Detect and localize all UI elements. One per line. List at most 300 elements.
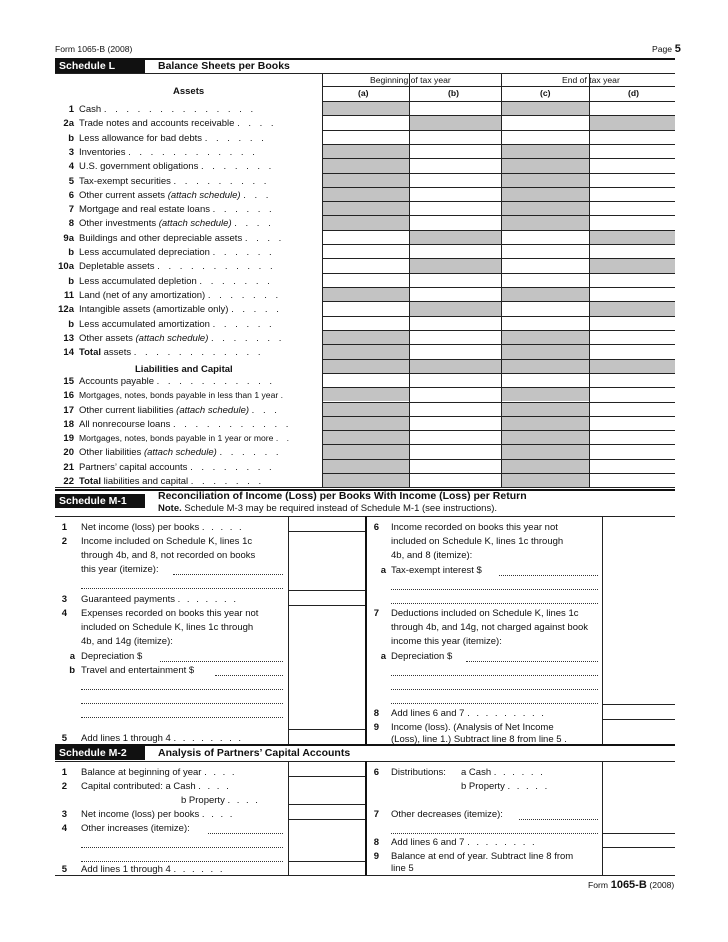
- amount-cell[interactable]: [502, 116, 588, 128]
- shaded-cell: [322, 387, 409, 401]
- amount-cell[interactable]: [502, 274, 588, 286]
- line-number: 2a: [63, 118, 74, 130]
- shaded-cell: [501, 402, 589, 416]
- schedule-l-line-label: Other current assets (attach schedule) . . .: [79, 189, 272, 201]
- shaded-cell: [501, 330, 589, 344]
- line-number: 17: [63, 404, 74, 416]
- assets-heading: Assets: [173, 86, 205, 97]
- amount-cell[interactable]: [410, 159, 500, 171]
- shaded-cell: [322, 359, 409, 373]
- rule: [322, 144, 675, 145]
- amount-cell[interactable]: [590, 245, 674, 257]
- line-number: 9a: [63, 232, 74, 244]
- shaded-cell: [322, 201, 409, 215]
- line-number: 2: [61, 536, 67, 547]
- m1-line4a-label: Depreciation $: [81, 651, 143, 662]
- m1-line5-label: Add lines 1 through 4 . . . . . . . .: [81, 733, 244, 744]
- line-letter: a: [69, 651, 75, 662]
- schedule-l-line-label: Trade notes and accounts receivable . . . .: [79, 118, 277, 130]
- schedule-l-line-label: Tax-exempt securities . . . . . . . . .: [79, 175, 270, 187]
- line-number: 5: [61, 864, 67, 875]
- shaded-cell: [322, 416, 409, 430]
- line-number: b: [68, 132, 74, 144]
- m2-line6b-label: b Property . . . . .: [461, 781, 550, 792]
- line-number: 7: [68, 204, 74, 216]
- amount-cell[interactable]: [590, 274, 674, 286]
- line-letter: b: [69, 665, 75, 676]
- m2-line9-label: Balance at end of year. Subtract line 8 from: [391, 851, 574, 862]
- m1-depreciation-right-field[interactable]: [466, 661, 598, 662]
- m1-itemize-field[interactable]: [391, 589, 598, 590]
- amount-cell[interactable]: [590, 202, 674, 214]
- m1-line7a-label: Depreciation $: [391, 651, 453, 662]
- amount-cell[interactable]: [323, 231, 408, 243]
- amount-cell[interactable]: [410, 174, 500, 186]
- m1-line6-label-cont: included on Schedule K, lines 1c through: [391, 536, 564, 547]
- schedule-l-line-label: Mortgages, notes, bonds payable in 1 year or more . .: [79, 433, 292, 444]
- m2-line5-amount[interactable]: [289, 862, 364, 874]
- rule: [589, 73, 590, 487]
- m2-line2b-label: b Property . . . .: [181, 795, 260, 806]
- shaded-cell: [589, 301, 675, 315]
- shaded-cell: [409, 301, 501, 315]
- amount-cell[interactable]: [410, 216, 500, 228]
- m1-line7-label: Deductions included on Schedule K, lines 1c: [391, 608, 579, 619]
- shaded-cell: [501, 430, 589, 444]
- col-c-header: (c): [540, 88, 551, 98]
- amount-cell[interactable]: [323, 131, 408, 143]
- m1-line6-7-amount[interactable]: [603, 517, 675, 703]
- shaded-cell: [409, 258, 501, 272]
- m1-line4-label: Expenses recorded on books this year not: [81, 608, 259, 619]
- m2-line4-amount[interactable]: [289, 820, 364, 860]
- m1-line4b-label: Travel and entertainment $: [81, 665, 195, 676]
- schedule-l-line-label: Other investments (attach schedule) . . . .: [79, 218, 274, 230]
- rule: [322, 230, 675, 231]
- line-number: 2: [61, 781, 67, 792]
- footer-form-id: Form 1065-B (2008): [588, 879, 675, 891]
- schedule-l-line-label: Buildings and other depreciable assets . . . .: [79, 232, 285, 244]
- line-number: b: [68, 318, 74, 330]
- line-number: 13: [63, 332, 74, 344]
- amount-cell[interactable]: [590, 317, 674, 329]
- line-number: 6: [373, 767, 379, 778]
- rule: [322, 215, 675, 216]
- m1-line4-amount[interactable]: [289, 606, 364, 728]
- amount-cell[interactable]: [590, 431, 674, 443]
- m2-line6-label: Distributions:: [391, 767, 446, 778]
- m1-line2-label-cont: through 4b, and 8, not recorded on books: [81, 550, 256, 561]
- m2-line3-amount[interactable]: [289, 805, 364, 818]
- amount-cell[interactable]: [323, 317, 408, 329]
- shaded-cell: [501, 101, 589, 115]
- m1-line5-amount[interactable]: [289, 730, 364, 743]
- line-number: 12a: [58, 304, 74, 316]
- rule: [322, 73, 323, 487]
- shaded-cell: [501, 215, 589, 229]
- amount-cell[interactable]: [410, 460, 500, 472]
- m2-line5-label: Add lines 1 through 4 . . . . . .: [81, 864, 225, 875]
- m2-line6a-label: a Cash . . . . . .: [461, 767, 545, 778]
- amount-cell[interactable]: [502, 374, 588, 386]
- schedule-l-line-label: Less accumulated depletion . . . . . . .: [79, 275, 273, 287]
- m1-line2-label: Income included on Schedule K, lines 1c: [81, 536, 253, 547]
- schedule-l-line-label: Mortgages, notes, bonds payable in less than 1 year .: [79, 390, 286, 401]
- shaded-cell: [501, 287, 589, 301]
- amount-cell[interactable]: [410, 317, 500, 329]
- amount-cell[interactable]: [502, 317, 588, 329]
- rule: [322, 444, 675, 445]
- schedule-l-line-label: Depletable assets . . . . . . . . . . .: [79, 261, 276, 273]
- rule: [55, 73, 675, 74]
- amount-cell[interactable]: [590, 216, 674, 228]
- m1-itemize-field[interactable]: [391, 675, 598, 676]
- line-number: 3: [61, 594, 67, 605]
- amount-cell[interactable]: [590, 445, 674, 457]
- amount-cell[interactable]: [502, 259, 588, 271]
- m2-line8-amount[interactable]: [603, 834, 675, 846]
- amount-cell[interactable]: [410, 145, 500, 157]
- shaded-cell: [501, 387, 589, 401]
- shaded-cell: [322, 215, 409, 229]
- shaded-cell: [501, 158, 589, 172]
- line-number: 4: [61, 608, 67, 619]
- rule: [322, 258, 675, 259]
- schedule-m1-badge: Schedule M-1: [55, 494, 145, 508]
- line-number: 16: [63, 390, 74, 402]
- line-number: 4: [61, 823, 67, 834]
- amount-cell[interactable]: [590, 102, 674, 114]
- amount-cell[interactable]: [410, 202, 500, 214]
- end-of-year-label: End of tax year: [562, 75, 620, 85]
- line-number: 20: [63, 447, 74, 459]
- line-number: 15: [63, 375, 74, 387]
- m1-line1-amount[interactable]: [289, 517, 364, 530]
- amount-cell[interactable]: [590, 331, 674, 343]
- amount-cell[interactable]: [410, 445, 500, 457]
- schedule-l-line-label: Land (net of any amortization) . . . . . . .: [79, 290, 282, 302]
- amount-cell[interactable]: [590, 159, 674, 171]
- m1-travel-field[interactable]: [215, 675, 283, 676]
- line-number: 9: [373, 722, 379, 733]
- schedule-l-line-label: Inventories . . . . . . . . . . . .: [79, 146, 258, 158]
- schedule-l-line-label: All nonrecourse loans . . . . . . . . . . .: [79, 418, 292, 430]
- m1-itemize-field[interactable]: [391, 703, 598, 704]
- amount-cell[interactable]: [410, 431, 500, 443]
- shaded-cell: [589, 359, 675, 373]
- amount-cell[interactable]: [502, 302, 588, 314]
- line-letter: a: [380, 565, 386, 576]
- schedule-m1-note: Note. Schedule M-3 may be required instead of Schedule M-1 (see instructions).: [158, 503, 497, 514]
- amount-cell[interactable]: [410, 188, 500, 200]
- shaded-cell: [501, 473, 589, 487]
- line-number: 22: [63, 476, 74, 488]
- amount-cell[interactable]: [590, 288, 674, 300]
- rule: [322, 287, 675, 288]
- rule: [322, 316, 675, 317]
- line-number: 8: [373, 837, 379, 848]
- m1-itemize-field[interactable]: [81, 703, 283, 704]
- shaded-cell: [501, 187, 589, 201]
- rule: [322, 473, 675, 474]
- amount-cell[interactable]: [410, 388, 500, 400]
- line-number: 8: [68, 218, 74, 230]
- m1-itemize-field[interactable]: [391, 689, 598, 690]
- amount-cell[interactable]: [502, 131, 588, 143]
- line-number: 14: [63, 347, 74, 359]
- amount-cell[interactable]: [590, 174, 674, 186]
- amount-cell[interactable]: [502, 231, 588, 243]
- m1-line6a-label: Tax-exempt interest $: [391, 565, 482, 576]
- shaded-cell: [322, 144, 409, 158]
- schedule-l-line-label: Total liabilities and capital . . . . . . .: [79, 476, 265, 488]
- m1-line9-amount[interactable]: [603, 720, 675, 743]
- amount-cell[interactable]: [410, 288, 500, 300]
- schedule-l-line-label: Cash . . . . . . . . . . . . . .: [79, 104, 257, 115]
- line-number: 3: [68, 146, 74, 158]
- shaded-cell: [322, 430, 409, 444]
- m2-other-increases-field[interactable]: [208, 833, 283, 834]
- m2-itemize-field[interactable]: [81, 847, 283, 848]
- m1-line7-label-cont: income this year (itemize):: [391, 636, 502, 647]
- shaded-cell: [409, 230, 501, 244]
- rule: [322, 387, 675, 388]
- line-number: 3: [61, 809, 67, 820]
- line-number: 19: [63, 433, 74, 445]
- m1-line2-itemize-field-2[interactable]: [81, 588, 283, 589]
- line-number: 18: [63, 418, 74, 430]
- col-d-header: (d): [628, 88, 639, 98]
- shaded-cell: [322, 187, 409, 201]
- m1-line2-amount[interactable]: [289, 532, 364, 589]
- rule: [322, 459, 675, 460]
- shaded-cell: [501, 201, 589, 215]
- liabilities-heading: Liabilities and Capital: [135, 364, 233, 375]
- amount-cell[interactable]: [590, 131, 674, 143]
- m1-line1-label: Net income (loss) per books . . . . .: [81, 522, 244, 533]
- schedule-l-badge: Schedule L: [55, 59, 145, 73]
- line-number: 7: [373, 809, 379, 820]
- m1-line2-itemize-field[interactable]: [173, 574, 283, 575]
- amount-cell[interactable]: [410, 474, 500, 486]
- m1-line3-label: Guaranteed payments . . . . . . .: [81, 594, 238, 605]
- header-rule: [55, 58, 675, 60]
- amount-cell[interactable]: [590, 374, 674, 386]
- line-number: b: [68, 275, 74, 287]
- schedule-l-line-label: Less accumulated amortization . . . . . .: [79, 318, 275, 330]
- rule: [322, 130, 675, 131]
- amount-cell[interactable]: [323, 374, 408, 386]
- rule: [322, 359, 675, 360]
- shaded-cell: [589, 115, 675, 129]
- shaded-cell: [409, 359, 501, 373]
- rule: [55, 875, 675, 876]
- page-number: Page 5: [652, 43, 681, 55]
- shaded-cell: [322, 287, 409, 301]
- schedule-l-line-label: Intangible assets (amortizable only) . . . . .: [79, 304, 282, 316]
- shaded-cell: [501, 359, 589, 373]
- rule: [55, 744, 675, 746]
- rule: [322, 244, 675, 245]
- rule: [322, 115, 675, 116]
- schedule-l-line-label: Accounts payable . . . . . . . . . . .: [79, 375, 276, 387]
- schedule-l-line-label: Less allowance for bad debts . . . . . .: [79, 132, 267, 144]
- line-number: 1: [61, 522, 67, 533]
- m2-line1-label: Balance at beginning of year . . . .: [81, 767, 237, 778]
- m1-line8-label: Add lines 6 and 7 . . . . . . . . .: [391, 708, 546, 719]
- amount-cell[interactable]: [410, 131, 500, 143]
- rule: [322, 402, 675, 403]
- schedule-m1-title: Reconciliation of Income (Loss) per Books With Income (Loss) per Return: [158, 490, 527, 502]
- line-number: 1: [61, 767, 67, 778]
- rule: [322, 330, 675, 331]
- m1-line8-amount[interactable]: [603, 705, 675, 718]
- m2-line2-amount[interactable]: [289, 777, 364, 803]
- m2-line9-label-cont: line 5: [391, 863, 414, 874]
- m1-line3-amount[interactable]: [289, 591, 364, 604]
- amount-cell[interactable]: [590, 460, 674, 472]
- m1-itemize-field[interactable]: [81, 717, 283, 718]
- m1-line9-label: Income (loss). (Analysis of Net Income: [391, 722, 554, 733]
- schedule-l-line-label: Partners’ capital accounts . . . . . . . .: [79, 461, 275, 473]
- m1-line4-label-cont: 4b, and 14g (itemize):: [81, 636, 173, 647]
- shaded-cell: [501, 173, 589, 187]
- m1-line7-label-cont: through 4b, and 14g, not charged against book: [391, 622, 589, 633]
- shaded-cell: [322, 330, 409, 344]
- amount-cell[interactable]: [410, 245, 500, 257]
- schedule-m2-badge: Schedule M-2: [55, 746, 145, 760]
- amount-cell[interactable]: [590, 145, 674, 157]
- shaded-cell: [501, 444, 589, 458]
- rule: [322, 158, 675, 159]
- m2-line1-amount[interactable]: [289, 762, 364, 775]
- line-number: 10a: [58, 261, 74, 273]
- amount-cell[interactable]: [323, 259, 408, 271]
- amount-cell[interactable]: [410, 403, 500, 415]
- amount-cell[interactable]: [410, 345, 500, 357]
- m2-line3-label: Net income (loss) per books . . . .: [81, 809, 235, 820]
- col-b-header: (b): [448, 88, 459, 98]
- m1-itemize-field[interactable]: [81, 689, 283, 690]
- rule: [322, 430, 675, 431]
- amount-cell[interactable]: [590, 403, 674, 415]
- shaded-cell: [589, 230, 675, 244]
- shaded-cell: [589, 258, 675, 272]
- amount-cell[interactable]: [323, 274, 408, 286]
- line-number: 11: [63, 290, 74, 302]
- shaded-cell: [322, 473, 409, 487]
- amount-cell[interactable]: [590, 188, 674, 200]
- m1-line4-label-cont: included on Schedule K, lines 1c through: [81, 622, 254, 633]
- schedule-l-line-label: Total assets . . . . . . . . . . . .: [79, 347, 264, 359]
- shaded-cell: [501, 144, 589, 158]
- m1-itemize-field[interactable]: [391, 603, 598, 604]
- m1-depreciation-field[interactable]: [160, 661, 283, 662]
- line-number: 5: [68, 175, 74, 187]
- line-number: 6: [68, 189, 74, 201]
- line-number: 21: [63, 461, 74, 473]
- schedule-l-line-label: Other assets (attach schedule) . . . . . . .: [79, 332, 285, 344]
- amount-cell[interactable]: [590, 388, 674, 400]
- m2-line6-7-amount[interactable]: [603, 762, 675, 832]
- rule: [322, 301, 675, 302]
- amount-cell[interactable]: [410, 274, 500, 286]
- shaded-cell: [501, 416, 589, 430]
- form-id: Form 1065-B (2008): [55, 44, 133, 54]
- line-number: 7: [373, 608, 379, 619]
- shaded-cell: [501, 344, 589, 358]
- m1-line6-label: Income recorded on books this year not: [391, 522, 558, 533]
- rule: [322, 173, 675, 174]
- shaded-cell: [501, 459, 589, 473]
- m2-other-decreases-field[interactable]: [519, 819, 598, 820]
- line-number: 8: [373, 708, 379, 719]
- col-a-header: (a): [358, 88, 369, 98]
- m1-line6-label-cont: 4b, and 8 (itemize):: [391, 550, 473, 561]
- shaded-cell: [322, 344, 409, 358]
- m2-line2-label: Capital contributed: a Cash . . . .: [81, 781, 231, 792]
- amount-cell[interactable]: [410, 331, 500, 343]
- amount-cell[interactable]: [410, 417, 500, 429]
- amount-cell[interactable]: [410, 374, 500, 386]
- m1-line9-label-cont: (Loss), line 1.) Subtract line 8 from line 5 .: [391, 734, 567, 745]
- rule: [322, 86, 675, 87]
- schedule-l-title: Balance Sheets per Books: [158, 60, 290, 72]
- m2-itemize-field[interactable]: [81, 861, 283, 862]
- m2-itemize-field[interactable]: [391, 833, 598, 834]
- m1-tax-exempt-field[interactable]: [499, 575, 598, 576]
- line-number: 5: [61, 733, 67, 744]
- schedule-l-line-label: Other liabilities (attach schedule) . . . . . .: [79, 447, 282, 459]
- line-letter: a: [380, 651, 386, 662]
- rule: [322, 201, 675, 202]
- shaded-cell: [322, 444, 409, 458]
- amount-cell[interactable]: [410, 102, 500, 114]
- m2-line4-label: Other increases (itemize):: [81, 823, 190, 834]
- m1-line2-label-cont: this year (itemize):: [81, 564, 159, 575]
- amount-cell[interactable]: [323, 245, 408, 257]
- rule: [322, 344, 675, 345]
- shaded-cell: [409, 115, 501, 129]
- rule: [322, 373, 675, 374]
- line-number: 9: [373, 851, 379, 862]
- amount-cell[interactable]: [323, 302, 408, 314]
- line-number: 4: [68, 161, 74, 173]
- rule: [409, 73, 410, 487]
- amount-cell[interactable]: [590, 474, 674, 486]
- shaded-cell: [322, 459, 409, 473]
- m2-line9-amount[interactable]: [603, 848, 675, 874]
- amount-cell[interactable]: [502, 245, 588, 257]
- rule: [501, 73, 502, 487]
- shaded-cell: [322, 158, 409, 172]
- amount-cell[interactable]: [323, 116, 408, 128]
- line-number: 6: [373, 522, 379, 533]
- m2-line7-label: Other decreases (itemize):: [391, 809, 503, 820]
- shaded-cell: [322, 101, 409, 115]
- amount-cell[interactable]: [590, 417, 674, 429]
- schedule-l-line-label: Other current liabilities (attach schedule) . . .: [79, 404, 280, 416]
- rule: [322, 273, 675, 274]
- schedule-l-line-label: Mortgage and real estate loans . . . . . .: [79, 204, 275, 216]
- schedule-m2-title: Analysis of Partners’ Capital Accounts: [158, 747, 351, 759]
- rule: [322, 101, 675, 102]
- rule: [322, 187, 675, 188]
- line-number: b: [68, 247, 74, 259]
- m2-line8-label: Add lines 6 and 7 . . . . . . . .: [391, 837, 537, 848]
- amount-cell[interactable]: [590, 345, 674, 357]
- shaded-cell: [322, 173, 409, 187]
